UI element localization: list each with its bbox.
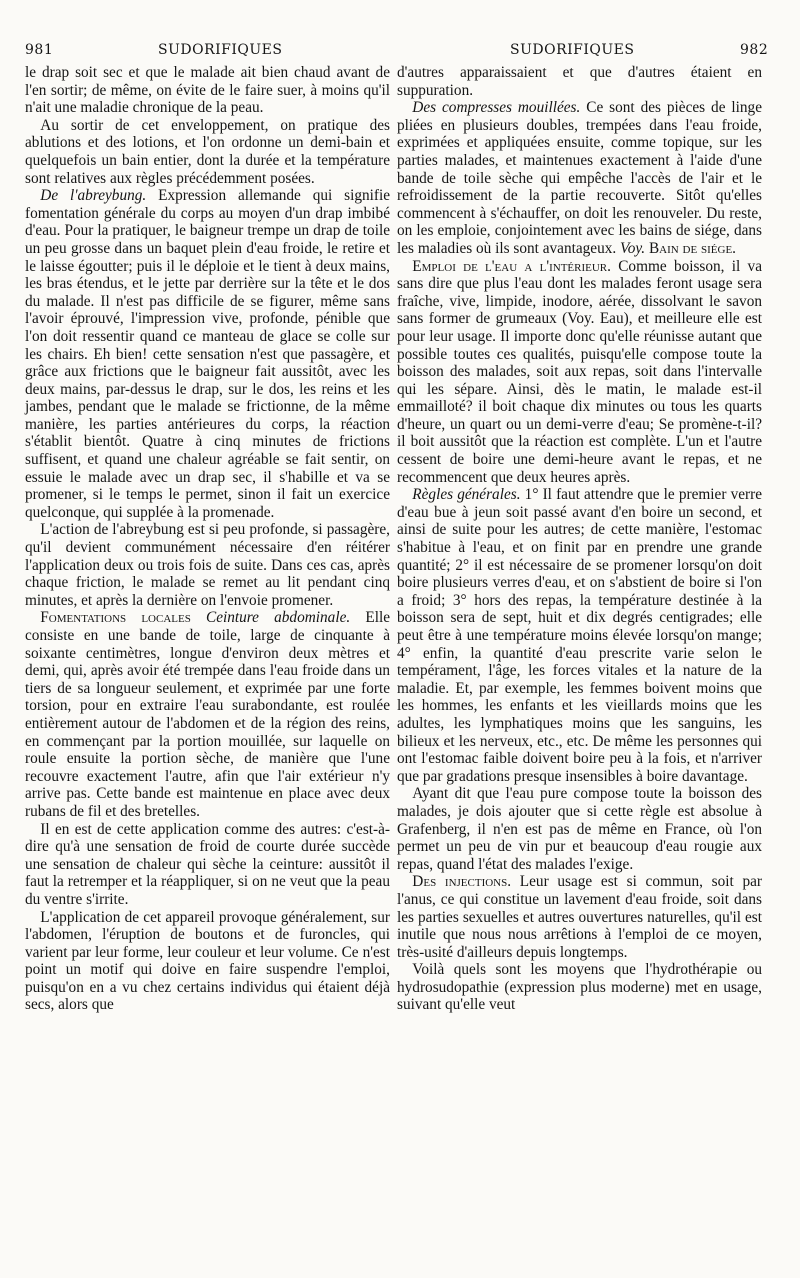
paragraph <box>25 187 390 521</box>
paragraph <box>25 521 390 609</box>
paragraph <box>397 486 762 785</box>
paragraph-text: L'application de cet appareil provoque généralement, sur l'abdomen, l'éruption de boutons et de furoncles, qui varient par leur forme, leur couleur et leur volume. Ce n'est point un motif qui doive en faire suspendre l'emploi, puisqu'on en a vu chez certains individus qui étaient déjà secs, alors que <box>25 908 390 1014</box>
paragraph-text: Au sortir de cet enveloppement, on pratique des ablutions et des lotions, et l'on ordonne un demi-bain et quelquefois un bain entier, dont la durée et la température sont relatives aux règles précédemment posées. <box>25 116 390 187</box>
left-text-column <box>25 64 390 1014</box>
paragraph-heading: Des compresses mouillées. <box>412 99 581 117</box>
paragraph-text: Comme boisson, il va sans dire que plus l'eau dont les malades feront usage sera fraîche, vive, limpide, inodore, aérée, dissolvant le savon sans former de grumeaux (Voy. Eau), et meilleure elle est pour leur usage. Il importe donc qu'elle réunisse autant que possible toutes ces qualités, puisqu'elle compose toute la boisson des malades, soit aux repas, soit dans l'intervalle qui les sépare. Ainsi, dès le matin, le malade est-il emmailloté? il boit chaque dix minutes ou tous les quarts d'heure, un quart ou un demi-verre d'eau; Se promène-t-il? il boit aussitôt que la réaction est complète. L'un et l'autre cessent de boire une demi-heure avant le repas, et ne recommencent que deux heures après. <box>397 257 762 486</box>
paragraph <box>25 909 390 1015</box>
paragraph-heading: Règles générales. <box>412 486 521 504</box>
paragraph-text: d'autres apparaissaient et que d'autres étaient en suppuration. <box>397 64 762 99</box>
paragraph <box>397 99 762 257</box>
paragraph-text: Expression allemande qui signifie fomentation générale du corps au moyen d'un drap imbibé d'eau. Pour la pratiquer, le baigneur trempe un drap de toile un peu grosse dans un baquet plein d'eau froide, le retire et le laisse égoutter; puis il le déploie et le tient à deux mains, les bras étendus, et le jette par derrière sur la tête et le dos du malade. Il n'est pas difficile de se figurer, même sans l'avoir éprouvé, l'impression vive, profonde, pénible que l'on doit ressentir quand ce manteau de glace se colle sur les chairs. Eh bien! cette sensation n'est que passagère, et grâce aux frictions que le baigneur fait aussitôt, avec les deux mains, par-dessus le drap, sur le dos, les reins et les jambes, pendant que le malade se frictionne, de la même manière, les parties antérieures du corps, la réaction s'établit bientôt. Quatre à cinq minutes de frictions suffisent, et quand une chaleur agréable se fait sentir, on essuie le malade avec un drap sec, il s'habille et va se promener, si le temps le permet, sinon il fait un exercice quelconque, qui supplée à la promenade. <box>25 187 391 521</box>
right-page-number: 982 <box>740 42 769 58</box>
paragraph <box>25 821 390 909</box>
paragraph-heading: Fomentations locales <box>40 609 191 627</box>
right-running-title: SUDORIFIQUES <box>510 42 635 58</box>
cross-reference-target: Bain de siége. <box>648 239 737 257</box>
paragraph-text: 1° Il faut attendre que le premier verre d'eau bue à jeun soit passé avant d'en boire un second, et ainsi de suite pour les autres; de cette manière, l'estomac s'habitue à l'eau, et on finit par en prendre une grande quantité; 2° il est nécessaire de se promener lorsqu'on doit boire plusieurs verres d'eau, et on s'abstient de boire si l'on a froid; 3° hors des repas, la température destinée à la boisson sera de sept, huit et dix degrés centigrades; elle peut être à une température moins élevée lorsqu'on mange; 4° enfin, la quantité d'eau prescrite varie selon le tempérament, l'âge, les forces vitales et la nature de la maladie. Et, par exemple, les femmes boivent moins que les hommes, les enfants et les vieillards moins que les adultes, les lymphatiques moins que les sanguins, les bilieux et les nerveux, etc., etc. De même les personnes qui ont l'estomac faible doivent boire peu à la fois, et n'arriver que par gradations presque insensibles à boire davantage. <box>397 486 762 785</box>
paragraph-heading: De l'abreybung. <box>40 187 147 205</box>
left-running-title: SUDORIFIQUES <box>158 42 283 58</box>
paragraph-heading: Des injections. <box>412 873 512 891</box>
paragraph <box>397 258 762 487</box>
paragraph-text: L'action de l'abreybung est si peu profonde, si passagère, qu'il devient communément nécessaire d'en réitérer l'application deux ou trois fois de suite. Dans ces cas, après chaque friction, le malade se remet au lit pendant cinq minutes, et après la dernière on l'envoie promener. <box>25 521 390 609</box>
paragraph-text: Il en est de cette application comme des autres: c'est-à-dire qu'à une sensation de froid de courte durée succède une sensation de chaleur qui sèche la ceinture: aussitôt il faut la retremper et la réappliquer, si on ne veut que la peau du ventre s'irrite. <box>25 820 390 908</box>
paragraph <box>25 64 390 117</box>
paragraph <box>397 873 762 961</box>
paragraph-text: Ce sont des pièces de linge pliées en plusieurs doubles, trempées dans l'eau froide, exprimées et appliquées ensuite, comme topique, sur les parties malades, et maintenues exactement à l'aide d'une bande de toile sèche qui empêche l'accès de l'air et le refroidissement de la partie recouverte. Sitôt qu'elles commencent à s'échauffer, on doit les renouveler. Du reste, on les emploie, conjointement avec les bains de siége, dans les maladies où ils sont avantageux. <box>397 99 762 257</box>
left-page-number: 981 <box>25 42 54 58</box>
paragraph-text: Leur usage est si commun, soit par l'anus, ce qui constitue un lavement d'eau froide, soit dans les parties sexuelles et autres ouvertures naturelles, qu'il est inutile que nous nous arrêtions à l'emploi de ce moyen, très-usité d'ailleurs depuis longtemps. <box>397 873 762 961</box>
paragraph-text: Ayant dit que l'eau pure compose toute la boisson des malades, je dois ajouter que si cette règle est absolue à Grafenberg, il n'en est pas de même en France, où l'on permet un peu de vin pur et beaucoup d'eau rougie aux repas, quand l'état des malades l'exige. <box>397 785 762 873</box>
paragraph <box>25 117 390 187</box>
paragraph <box>397 961 762 1014</box>
right-text-column <box>397 64 762 1014</box>
paragraph <box>397 64 762 99</box>
paragraph-heading: Emploi de l'eau a l'intérieur. <box>412 257 611 275</box>
paragraph <box>25 609 390 820</box>
paragraph-text: Elle consiste en une bande de toile, large de cinquante à soixante centimètres, longue d'environ deux mètres et demi, qui, après avoir été trempée dans l'eau froide dans un tiers de sa longueur seulement, et exprimée par une forte torsion, pour en extraire l'eau surabondante, est roulée entièrement autour de l'abdomen et de la région des reins, en commençant par la portion mouillée, sur laquelle on roule ensuite la portion sèche, de manière que l'une recouvre exactement l'autre, afin que l'air extérieur n'y arrive pas. Cette bande est maintenue en place avec deux rubans de fil et des bretelles. <box>25 609 390 820</box>
paragraph-text: Voilà quels sont les moyens que l'hydrothérapie ou hydrosudopathie (expression plus moderne) met en usage, suivant qu'elle veut <box>397 961 762 1014</box>
paragraph <box>397 785 762 873</box>
paragraph-subheading: Ceinture abdominale. <box>206 609 351 627</box>
cross-reference: Voy. <box>620 239 646 257</box>
paragraph-text: le drap soit sec et que le malade ait bien chaud avant de l'en sortir; de même, on évite de le faire suer, à moins qu'il n'ait une maladie chronique de la peau. <box>25 64 390 117</box>
